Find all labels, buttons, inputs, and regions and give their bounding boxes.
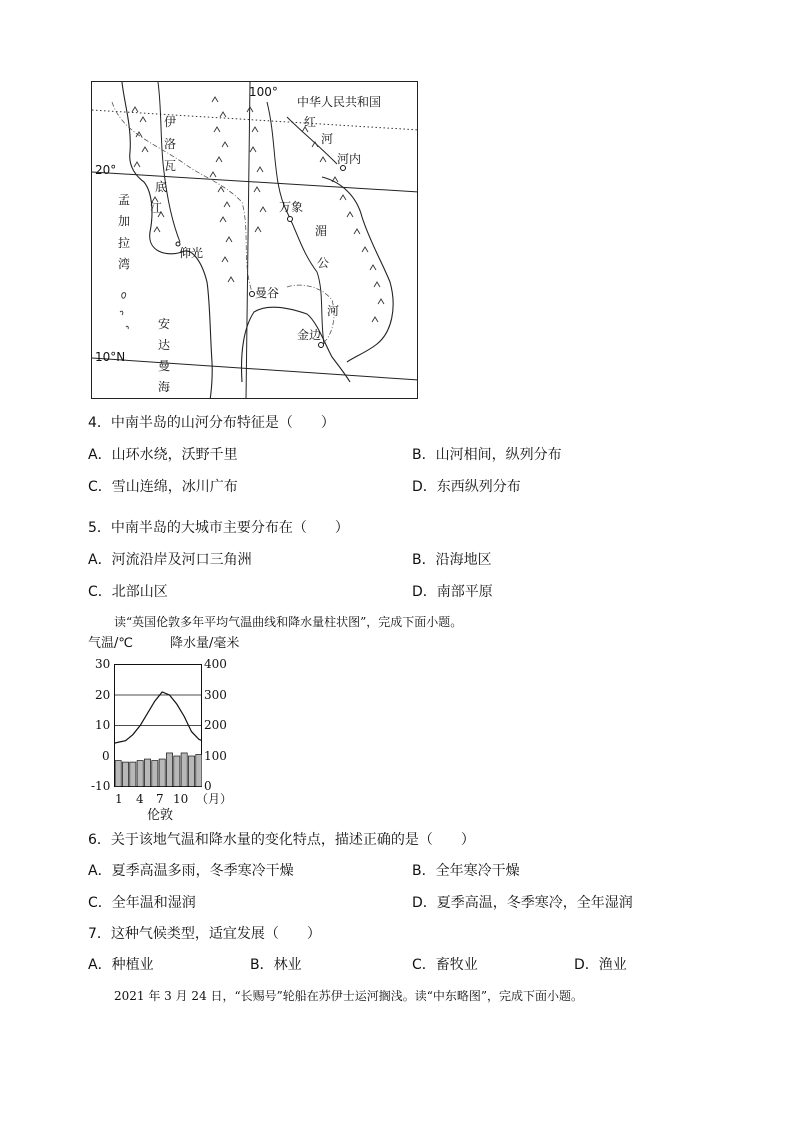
label-phnompenh: 金边 [297,328,322,342]
longitude-100 [246,82,250,399]
x-axis-unit: （月） [196,792,233,806]
label-bangkok: 曼谷 [255,286,280,300]
y-right-tick-100: 100 [204,749,227,763]
q5-option-a[interactable]: A．河流沿岸及河口三角洲 [88,552,252,568]
map-drawing [92,82,418,399]
q6-option-c[interactable]: C．全年温和湿润 [88,895,196,911]
q6-option-d[interactable]: D．夏季高温，冬季寒冷，全年湿润 [412,895,633,911]
latitude-10 [92,358,418,380]
label-china: 中华人民共和国 [297,95,382,109]
border-myanmar [112,102,252,292]
phnompenh-marker [319,343,324,348]
vientiane-marker [288,217,293,222]
q4-option-a[interactable]: A．山环水绕，沃野千里 [88,447,238,463]
latitude-20 [92,172,418,192]
intro-middle-east: 2021 年 3 月 24 日，“长赐号”轮船在苏伊士运河搁浅。读“中东略图”，完成下面小题。 [114,989,584,1003]
label-andaman-4: 海 [157,380,170,394]
label-irrawaddy-4: 底 [154,180,167,194]
y-left-tick-10: 10 [95,718,111,732]
label-vientiane: 万象 [279,200,304,214]
precip-bar-month-5 [144,759,150,786]
q7-option-d[interactable]: D．渔业 [574,957,627,973]
hanoi-marker [341,166,346,171]
label-mekong-2: 公 [316,256,329,270]
label-andaman-3: 曼 [157,359,170,373]
precip-bar-month-4 [137,761,143,787]
label-bengal-3: 拉 [117,236,130,250]
q4-option-c[interactable]: C．雪山连绵，冰川广布 [88,479,238,495]
x-tick-10: 10 [173,792,189,806]
label-mekong-3: 河 [326,304,339,318]
islands [120,293,128,329]
x-tick-7: 7 [156,792,164,806]
label-mekong-1: 湄 [314,224,327,238]
label-lon-100: 100° [249,85,278,99]
y-left-tick-0: 0 [102,749,110,763]
label-irrawaddy-1: 伊 [163,115,176,129]
y-left-tick-minus10: -10 [91,779,111,793]
chart-title-london: 伦敦 [147,808,174,823]
y-right-tick-400: 400 [204,657,227,671]
q7-stem: 7．这种气候类型，适宜发展（ ） [88,926,321,942]
q4-stem: 4．中南半岛的山河分布特征是（ ） [88,415,335,431]
label-irrawaddy-5: 江 [149,201,162,215]
temperature-curve [115,692,203,743]
q5-option-b[interactable]: B．沿海地区 [412,552,492,568]
label-bengal-1: 孟 [117,193,130,207]
precip-bar-month-7 [159,759,165,786]
label-bengal-2: 加 [117,214,130,228]
q4-option-d[interactable]: D．东西纵列分布 [412,479,521,495]
precip-bar-month-3 [130,762,136,786]
chart-ylabel-left: 气温/℃ [88,636,133,651]
q6-option-a[interactable]: A．夏季高温多雨，冬季寒冷干燥 [88,863,294,879]
label-yangon: 仰光 [179,246,204,260]
precip-bar-month-9 [174,756,180,787]
label-red-river-1: 红 [304,115,317,129]
intro-climate-chart: 读“英国伦敦多年平均气温曲线和降水量柱状图”，完成下面小题。 [114,615,463,629]
precip-bar-month-11 [188,756,194,787]
x-tick-1: 1 [115,792,123,806]
precip-bar-month-6 [152,761,158,787]
q7-option-b[interactable]: B．林业 [250,957,302,973]
q6-stem: 6．关于该地气温和降水量的变化特点，描述正确的是（ ） [88,832,475,848]
q7-option-c[interactable]: C．畜牧业 [412,957,478,973]
chart-ylabel-right: 降水量/毫米 [170,636,240,651]
y-right-tick-200: 200 [204,718,227,732]
label-andaman-2: 达 [157,338,170,352]
q7-option-a[interactable]: A．种植业 [88,957,154,973]
label-hanoi: 河内 [337,152,362,166]
label-irrawaddy-2: 洛 [163,137,176,151]
indochina-map [91,81,418,399]
label-irrawaddy-3: 瓦 [163,159,176,173]
coastline-east [322,177,393,362]
precip-bar-month-10 [181,753,187,787]
label-andaman-1: 安 [157,317,170,331]
q5-option-d[interactable]: D．南部平原 [412,584,493,600]
bangkok-marker [250,292,255,297]
y-left-tick-20: 20 [95,688,111,702]
london-climate-chart [86,636,246,826]
q6-option-b[interactable]: B．全年寒冷干燥 [412,863,520,879]
q5-stem: 5．中南半岛的大城市主要分布在（ ） [88,520,349,536]
y-right-tick-0: 0 [204,779,212,793]
x-tick-4: 4 [136,792,144,806]
precip-bar-month-1 [115,761,121,787]
label-lat-10: 10°N [95,350,126,364]
chart-plot-area [114,664,202,788]
q5-option-c[interactable]: C．北部山区 [88,584,168,600]
y-right-tick-300: 300 [204,688,227,702]
label-bengal-4: 湾 [117,257,130,271]
label-red-river-2: 河 [321,132,334,146]
precip-bar-month-2 [122,762,128,786]
y-left-tick-30: 30 [95,657,111,671]
q4-option-b[interactable]: B．山河相间，纵列分布 [412,447,562,463]
precip-bar-month-8 [166,753,172,787]
label-lat-20: 20° [95,163,117,177]
precip-bar-month-12 [196,754,202,786]
